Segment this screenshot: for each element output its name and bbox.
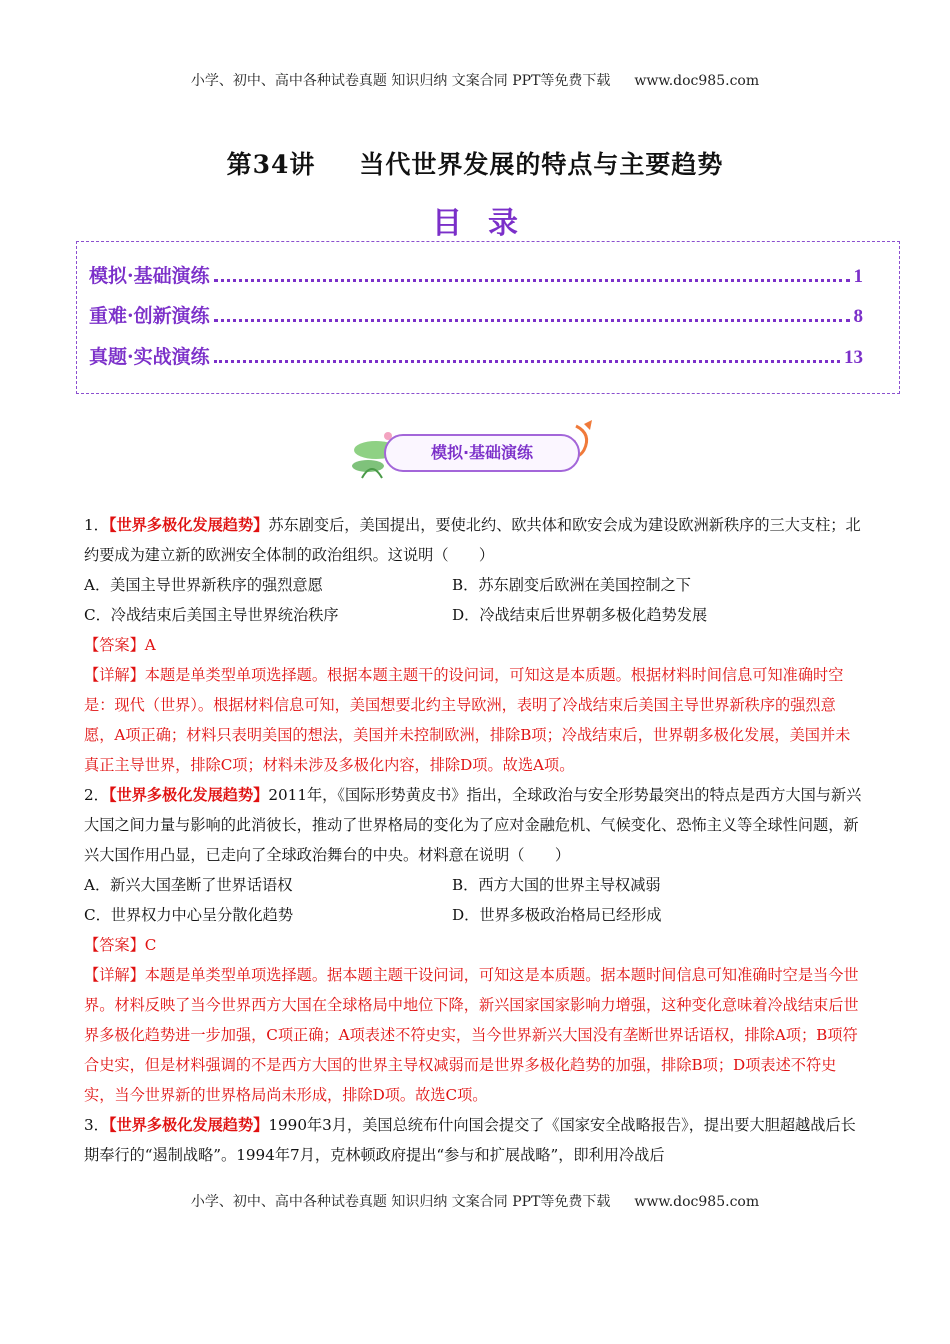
question-2-options-row-2 (84, 900, 864, 930)
toc-item-1[interactable] (89, 258, 863, 288)
section-banner-label: 模拟·基础演练 (384, 434, 580, 472)
lecture-subject: 当代世界发展的特点与主要趋势 (359, 150, 724, 179)
option-d: D．冷战结束后世界朝多极化趋势发展 (452, 606, 708, 624)
question-1-options-row-1 (84, 570, 864, 600)
page-title (0, 145, 950, 181)
option-c: C．冷战结束后美国主导世界统治秩序 (84, 606, 339, 624)
toc-item-label: 真题·实战演练 (89, 346, 210, 368)
question-1-stem: 1．【世界多极化发展趋势】苏东剧变后，美国提出，要使北约、欧共体和欧安会成为建设欧洲新秩序的三大支柱；北约要成为建立新的欧洲安全体制的政治组织。这说明（ ） (84, 516, 861, 564)
question-2-stem: 2．【世界多极化发展趋势】2011年，《国际形势黄皮书》指出，全球政治与安全形势最突出的特点是西方大国与新兴大国之间力量与影响的此消彼长，推动了世界格局的变化为了应对金融危机、气候变化、恐怖主义等全球性问题，新兴大国作用凸显，已走向了全球政治舞台的中央。材料意在说明（ ） (84, 786, 862, 864)
toc-item-label: 模拟·基础演练 (89, 265, 210, 287)
header-text: 小学、初中、高中各种试卷真题 知识归纳 文案合同 PPT等免费下载 (190, 73, 611, 89)
toc-item-3[interactable] (89, 339, 863, 369)
page-header (0, 70, 950, 90)
option-d: D．世界多极政治格局已经形成 (452, 906, 662, 924)
option-b: B．西方大国的世界主导权减弱 (452, 876, 661, 894)
option-a: A．新兴大国垄断了世界话语权 (84, 876, 293, 894)
footer-text: 小学、初中、高中各种试卷真题 知识归纳 文案合同 PPT等免费下载 (190, 1194, 611, 1210)
toc-item-label: 重难·创新演练 (89, 305, 210, 327)
question-1-detail: 【详解】本题是单类型单项选择题。根据本题主题干的设问词，可知这是本质题。根据材料时间信息可知准确时空是：现代（世界）。根据材料信息可知，美国想要北约主导欧洲，表明了冷战结束后美国主导世界新秩序的强烈意愿，A项正确；材料只表明美国的想法，美国并未控制欧洲，排除B项；冷战结束后，世界朝多极化发展，美国并未真正主导世界，排除C项；材料未涉及多极化内容，排除D项。故选A项。 (84, 666, 851, 774)
question-1-answer: 【答案】A (84, 636, 156, 654)
section-banner (348, 420, 596, 482)
toc-item-page: 1 (853, 266, 863, 287)
option-b: B．苏东剧变后欧洲在美国控制之下 (452, 576, 691, 594)
toc-leader (214, 360, 840, 363)
toc-heading: 目录 (432, 206, 544, 241)
lecture-number: 第34讲 (226, 150, 316, 179)
question-tag: 【世界多极化发展趋势】 (108, 1116, 269, 1134)
question-tag: 【世界多极化发展趋势】 (108, 786, 269, 804)
question-2-options-row-1 (84, 870, 864, 900)
question-tag: 【世界多极化发展趋势】 (108, 516, 269, 534)
question-content (84, 510, 864, 1170)
page-footer (0, 1191, 950, 1211)
toc-item-page: 8 (853, 306, 863, 327)
toc-leader (214, 279, 850, 282)
toc-item-2[interactable] (89, 298, 863, 328)
header-url[interactable]: www.doc985.com (634, 73, 760, 89)
question-3-stem: 3．【世界多极化发展趋势】1990年3月，美国总统布什向国会提交了《国家安全战略报告》，提出要大胆超越战后长期奉行的“遏制战略”。1994年7月，克林顿政府提出“参与和扩展战略”，即利用冷战后 (84, 1116, 856, 1164)
option-a: A．美国主导世界新秩序的强烈意愿 (84, 576, 323, 594)
question-2-answer: 【答案】C (84, 936, 157, 954)
toc-leader (214, 319, 850, 322)
footer-url[interactable]: www.doc985.com (634, 1194, 760, 1210)
option-c: C．世界权力中心呈分散化趋势 (84, 906, 294, 924)
table-of-contents (76, 241, 900, 394)
toc-item-page: 13 (844, 347, 863, 368)
question-1-options-row-2 (84, 600, 864, 630)
question-2-detail: 【详解】本题是单类型单项选择题。据本题主题干设问词，可知这是本质题。据本题时间信息可知准确时空是当今世界。材料反映了当今世界西方大国在全球格局中地位下降，新兴国家国家影响力增强，这种变化意味着冷战结束后世界多极化趋势进一步加强，C项正确；A项表述不符史实，当今世界新兴大国没有垄断世界话语权，排除A项；B项符合史实，但是材料强调的不是西方大国的世界主导权减弱而是世界多极化趋势的加强，排除B项；D项表述不符史实，当今世界新的世界格局尚未形成，排除D项。故选C项。 (84, 966, 859, 1104)
